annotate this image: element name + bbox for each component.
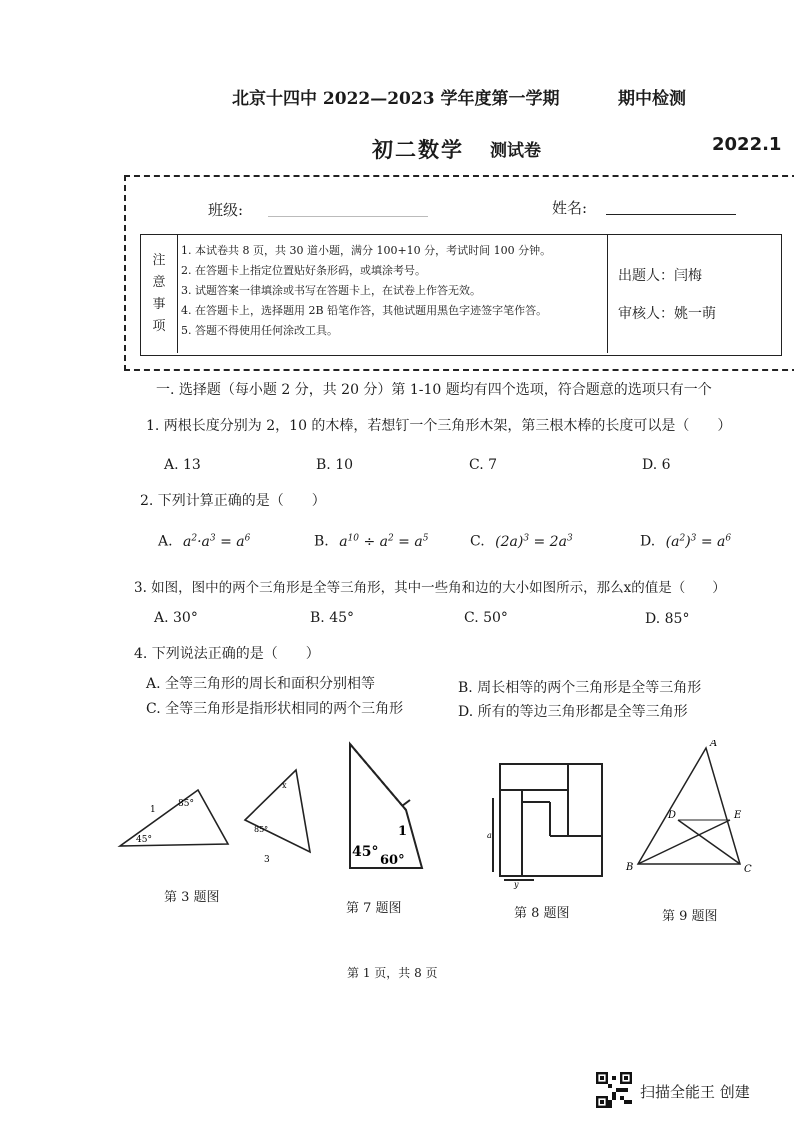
option-formula: $(2a)^3 = 2a^3$ [495,533,573,550]
fig9-label: D [668,810,677,821]
notice-char: 注 [152,253,166,268]
option-a[interactable]: A. 30° [154,610,198,626]
fig7-label: 60° [380,853,405,868]
name-label: 姓名: [552,199,588,217]
scanner-watermark: 扫描全能王 创建 [640,1083,750,1101]
class-label: 班级: [208,201,244,219]
option-d[interactable]: D. 6 [642,457,671,473]
fig8-label: y [514,880,519,889]
notice-line: 2. 在答题卡上指定位置贴好条形码，或填涂考号。 [181,264,426,277]
fig3-label: 1 [150,805,156,815]
fig3-caption: 第 3 题图 [164,890,220,905]
fig7-label: 45° [352,844,379,860]
fig3-label: 85° [178,799,194,809]
question-stem: 2. 下列计算正确的是（ ） [140,493,326,509]
fig8-figure [493,764,602,880]
option-a[interactable]: A. 全等三角形的周长和面积分别相等 [146,676,376,692]
option-a[interactable] [158,533,250,550]
option-c[interactable]: C. 50° [464,610,508,626]
option-b[interactable]: B. 45° [310,610,355,626]
option-b[interactable] [314,533,428,550]
notice-line: 4. 在答题卡上，选择题用 2B 铅笔作答，其他试题用黑色字迹签字笔作答。 [181,304,548,317]
figures-svg [110,740,780,890]
notice-char: 项 [152,319,166,334]
class-field[interactable] [268,216,428,217]
question-stem: 4. 下列说法正确的是（ ） [134,646,320,662]
fig3-triangle-right [245,770,310,852]
reviewer: 审核人：姚一萌 [618,306,716,322]
name-field[interactable] [606,214,736,215]
notice-label [141,235,178,353]
section-heading: 一. 选择题（每小题 2 分，共 20 分）第 1-10 题均有四个选项，符合题意的选项只有一个 [156,382,712,398]
option-letter: C. [470,533,485,550]
option-c[interactable]: C. 全等三角形是指形状相同的两个三角形 [146,701,404,717]
exam-title: 北京十四中 2022—2023 学年度第一学期 [232,89,560,109]
option-letter: A. [158,533,173,550]
option-c[interactable] [470,533,573,550]
option-letter: D. [640,533,656,550]
fig3-label: 3 [264,855,270,865]
fig7-label: 1 [398,824,408,839]
option-b[interactable]: B. 周长相等的两个三角形是全等三角形 [458,680,702,696]
subject-title: 初二数学 [372,137,464,162]
notice-line: 3. 试题答案一律填涂或书写在答题卡上，在试卷上作答无效。 [181,284,481,297]
page-number: 第 1 页，共 8 页 [347,966,438,980]
notice-line: 5. 答题不得使用任何涂改工具。 [181,324,338,337]
fig7-caption: 第 7 题图 [346,901,402,916]
fig8-caption: 第 8 题图 [514,906,570,921]
qr-code-icon [596,1072,632,1108]
notice-staff [607,235,780,353]
option-formula: $a^{10} \div a^2 = a^5$ [339,533,429,550]
fig9-figure [638,748,740,864]
option-formula: $(a^2)^3 = a^6$ [665,533,732,550]
fig9-caption: 第 9 题图 [662,909,718,924]
fig3-label: 85° [254,825,269,834]
option-a[interactable]: A. 13 [164,457,201,473]
fig3-label: x [282,781,287,790]
fig9-label: E [734,810,742,821]
author: 出题人：闫梅 [618,268,702,284]
notice-char: 意 [152,275,166,290]
subject-subtitle: 测试卷 [490,141,541,161]
fig3-label: 45° [136,835,152,845]
question-stem: 1. 两根长度分别为 2，10 的木棒，若想钉一个三角形木架，第三根木棒的长度可以是（ ） [146,418,732,434]
option-formula: $a^2\cdot a^3 = a^6$ [183,533,251,550]
exam-date: 2022.1 [712,134,782,155]
option-b[interactable]: B. 10 [316,457,354,473]
option-letter: B. [314,533,329,550]
question-stem: 3. 如图，图中的两个三角形是全等三角形，其中一些角和边的大小如图所示，那么x的值是（ ） [134,580,726,596]
exam-type: 期中检测 [618,89,686,109]
fig8-label: a [487,831,492,840]
option-d[interactable]: D. 所有的等边三角形都是全等三角形 [458,704,688,720]
option-d[interactable]: D. 85° [645,611,690,627]
fig9-label: A [710,740,718,749]
fig9-label: B [626,862,634,873]
notice-table [140,234,782,356]
option-d[interactable] [640,533,731,550]
notice-char: 事 [152,297,166,312]
fig9-label: C [744,864,752,875]
option-c[interactable]: C. 7 [469,457,498,473]
notice-line: 1. 本试卷共 8 页，共 30 道小题，满分 100+10 分，考试时间 100 分钟。 [181,244,552,257]
notice-lines [181,241,551,341]
